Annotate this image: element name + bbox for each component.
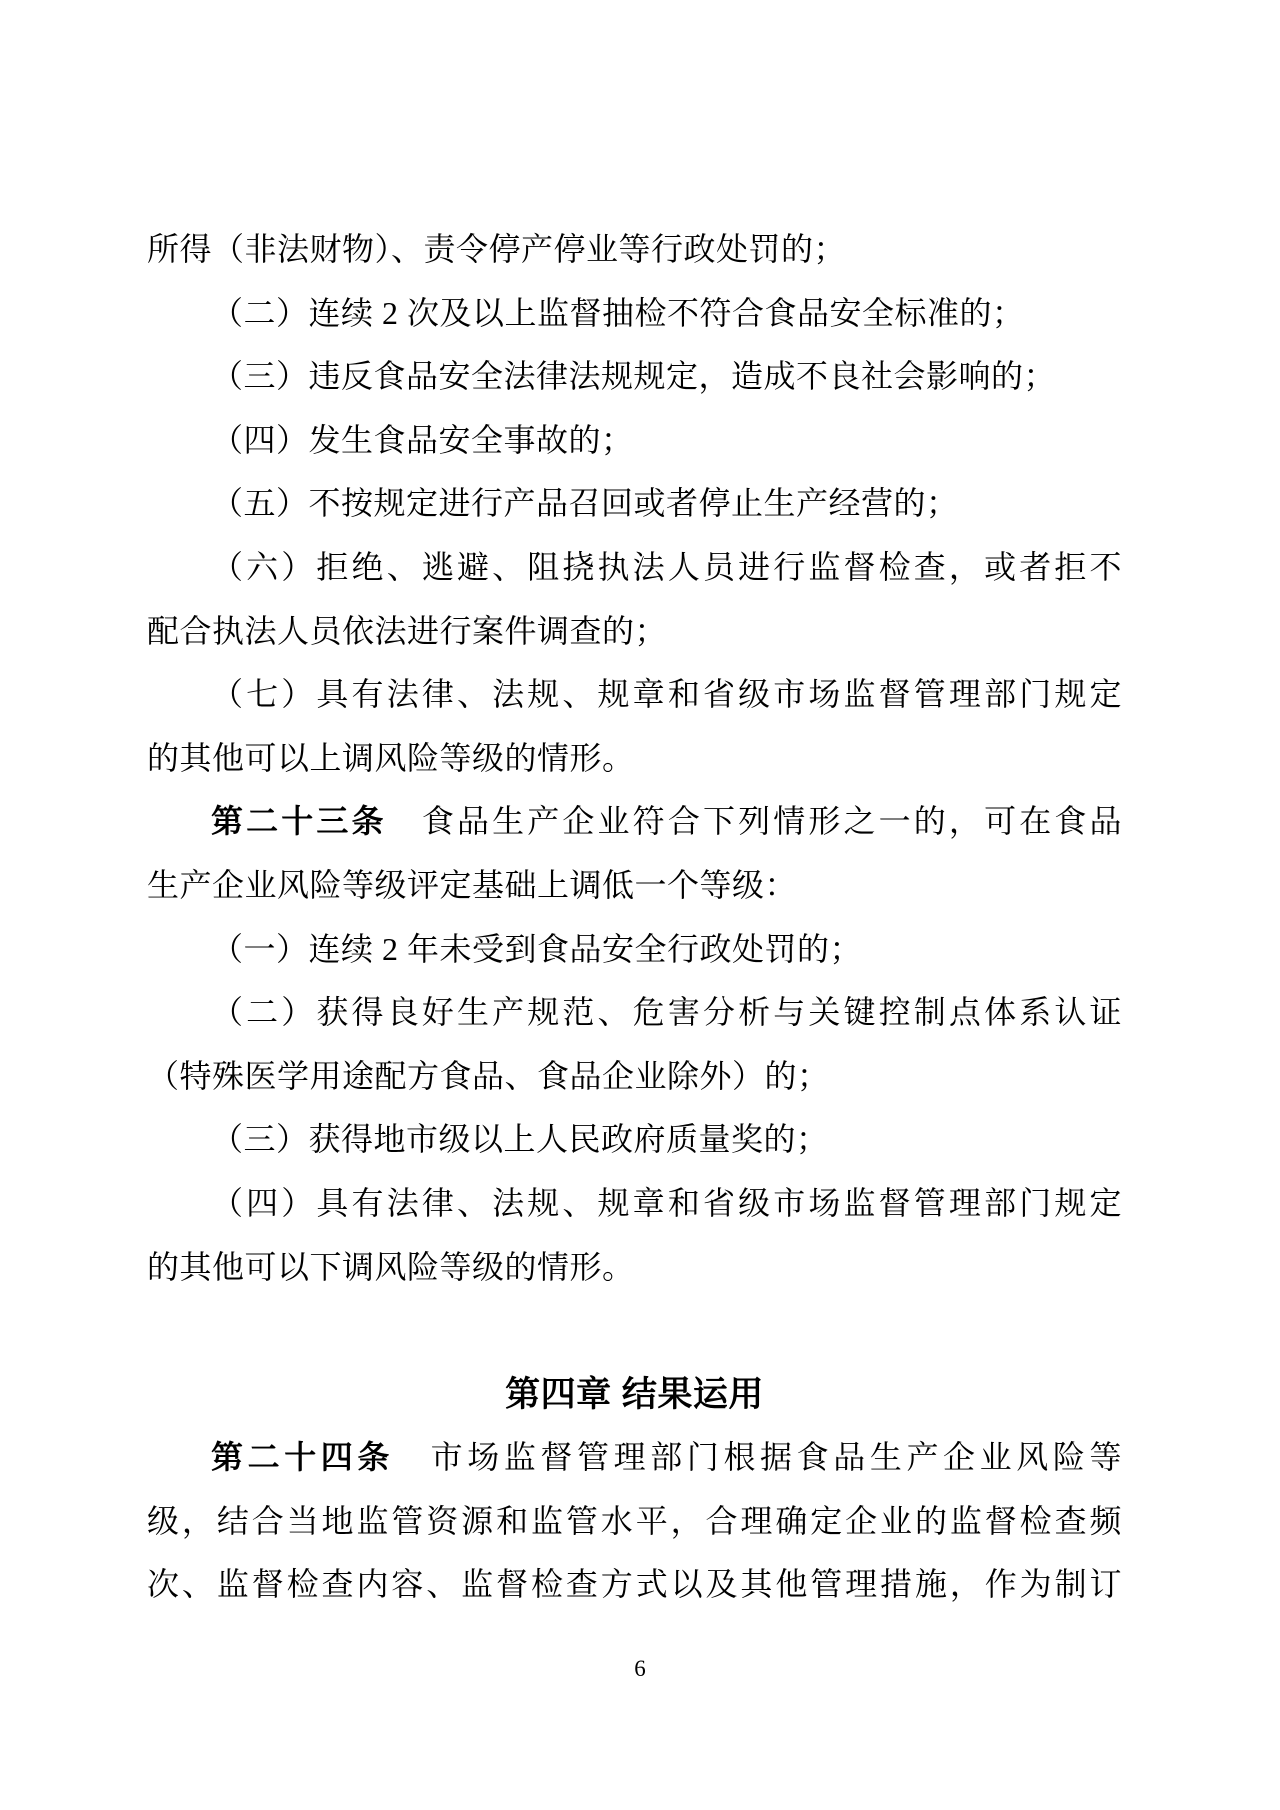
text-line: 的其他可以下调风险等级的情形。 (147, 1248, 635, 1285)
text-line: （七）具有法律、法规、规章和省级市场监督管理部门规定 (211, 676, 1122, 713)
text-line: （六）拒绝、逃避、阻挠执法人员进行监督检查，或者拒不 (211, 548, 1122, 585)
text-line: （一）连续 2 年未受到食品安全行政处罚的； (211, 930, 863, 967)
text-line: 次、监督检查内容、监督检查方式以及其他管理措施，作为制订 (147, 1566, 1122, 1603)
text-line: 所得（非法财物）、责令停产停业等行政处罚的； (147, 231, 847, 267)
text-line: 的其他可以上调风险等级的情形。 (147, 739, 635, 776)
text-block (147, 218, 1122, 1617)
text-line: （三）获得地市级以上人民政府质量奖的； (211, 1121, 829, 1158)
blank-line (147, 1299, 1122, 1363)
text-line: （二）连续 2 次及以上监督抽检不符合食品安全标准的； (211, 294, 1025, 331)
text-line: （三）违反食品安全法律法规规定，造成不良社会影响的； (211, 358, 1057, 395)
text-line: 配合执法人员依法进行案件调查的； (147, 612, 668, 649)
article-line (147, 790, 1122, 854)
text-line: （四）发生食品安全事故的； (211, 421, 634, 458)
text-line: （四）具有法律、法规、规章和省级市场监督管理部门规定 (211, 1184, 1122, 1221)
chapter-heading: 第四章 结果运用 (505, 1374, 764, 1414)
article-line (147, 1426, 1122, 1490)
text-line: （五）不按规定进行产品召回或者停止生产经营的； (211, 485, 959, 522)
text-line: 级，结合当地监管资源和监管水平，合理确定企业的监督检查频 (147, 1502, 1122, 1539)
text-line: 生产企业风险等级评定基础上调低一个等级： (147, 866, 798, 903)
article-number: 第二十四条 (211, 1439, 395, 1476)
text-line: （特殊医学用途配方食品、食品企业除外）的； (147, 1057, 830, 1094)
article-text: 市场监督管理部门根据食品生产企业风险等 (394, 1439, 1122, 1476)
article-number: 第二十三条 (211, 803, 387, 840)
page-number: 6 (634, 1656, 646, 1681)
article-text: 食品生产企业符合下列情形之一的，可在食品 (386, 803, 1122, 840)
text-line: （二）获得良好生产规范、危害分析与关键控制点体系认证 (211, 994, 1122, 1031)
